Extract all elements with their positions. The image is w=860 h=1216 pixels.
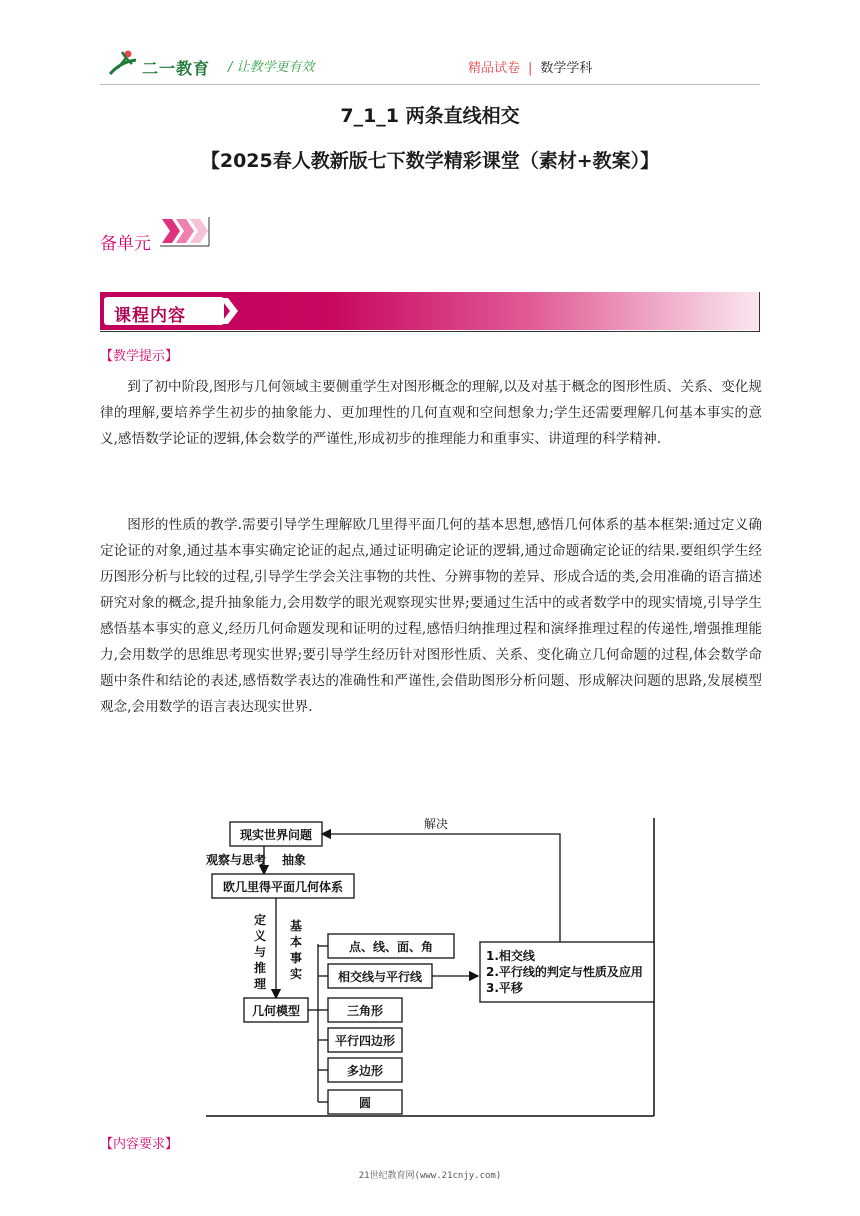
euclid-text: 欧几里得平面几何体系 [222,880,344,894]
solve-label: 解决 [423,817,449,831]
logo-text: 二一教育 [142,59,211,78]
page-footer: 21世纪教育网(www.21cnjy.com) [358,1171,502,1181]
header-separator: | [528,61,533,76]
page-subtitle: 【2025春人教新版七下数学精彩课堂（素材+教案）】 [200,150,660,172]
svg-text:本: 本 [289,935,303,949]
header-right [468,57,592,76]
svg-text:理: 理 [253,977,267,991]
chapter-item: 2.平行线的判定与性质及应用 [486,965,643,979]
course-content-banner [100,292,760,332]
paragraph-2: 图形的性质的教学.需要引导学生理解欧几里得平面几何的基本思想,感悟几何体系的基本框架:通过定义确定论证的对象,通过基本事实确定论证的起点,通过证明确定论证的逻辑,通过命题确定论证的结果.要组织学生经历图形分析与比较的过程,引导学生学会关注事物的共性、分辨事物的差异、形成合适的类,会用准确的语言描述研究对象的概念,提升抽象能力,会用数学的眼光观察现实世界;要通过生活中的或者数学中的现实情境,引导学生感悟基本事实的意义,经历几何命题发现和证明的过程,感悟归纳推理过程和演绎推理过程的传递性,增强推理能力,会用数学的思维思考现实世界;要引导学生经历针对图形性质、关系、变化确立几何命题的过程,体会数学命题中条件和结论的表述,感悟数学表达的准确性和严谨性,会借助图形分析问题、形成解决问题的思路,发展模型观念,会用数学的语言表达现实世界. [100,517,762,715]
teaching-tips-tag: 【教学提示】 [100,349,179,364]
banner-label: 课程内容 [114,306,186,326]
logo-icon [106,48,142,78]
chapter-item: 1.相交线 [486,949,535,963]
page-title: 7_1_1 两条直线相交 [340,105,520,127]
subject-label: 数学学科 [540,61,593,76]
topic-text: 圆 [358,1096,372,1110]
svg-text:义: 义 [253,929,267,943]
abstract-label: 抽象 [282,853,307,867]
topic-text: 多边形 [346,1064,384,1078]
chapter-item: 3.平移 [486,981,523,995]
chevrons-icon [160,215,210,247]
topic-text: 点、线、面、角 [348,940,434,954]
svg-text:与: 与 [253,945,267,959]
basic-facts-label [290,918,302,981]
svg-text:定: 定 [253,913,267,927]
content-requirements-tag: 【内容要求】 [100,1137,179,1152]
premium-badge: 精品试卷 [468,61,521,76]
topic-text: 三角形 [346,1004,384,1018]
unit-label: 备单元 [100,234,151,254]
real-world-text: 现实世界问题 [239,828,313,842]
svg-text:实: 实 [289,967,303,981]
observe-label: 观察与思考 [206,853,267,867]
topic-text: 相交线与平行线 [337,970,423,984]
geometry-system-diagram [200,812,670,1124]
logo-slogan: / 让教学更有效 [228,60,315,75]
banner-chevron-icon [216,296,242,326]
svg-text:基: 基 [289,919,303,933]
svg-text:推: 推 [253,961,267,975]
model-text: 几何模型 [251,1004,301,1018]
paragraph-1: 到了初中阶段,图形与几何领域主要侧重学生对图形概念的理解,以及对基于概念的图形性质、关系、变化规律的理解,要培养学生初步的抽象能力、更加理性的几何直观和空间想象力;学生还需要理解几何基本事实的意义,感悟数学论证的逻辑,体会数学的严谨性,形成初步的推理能力和重事实、讲道理的科学精神. [100,379,762,447]
topic-text: 平行四边形 [334,1034,396,1048]
svg-text:事: 事 [289,951,303,965]
header-divider [100,84,760,85]
definition-reasoning-label [254,912,267,991]
